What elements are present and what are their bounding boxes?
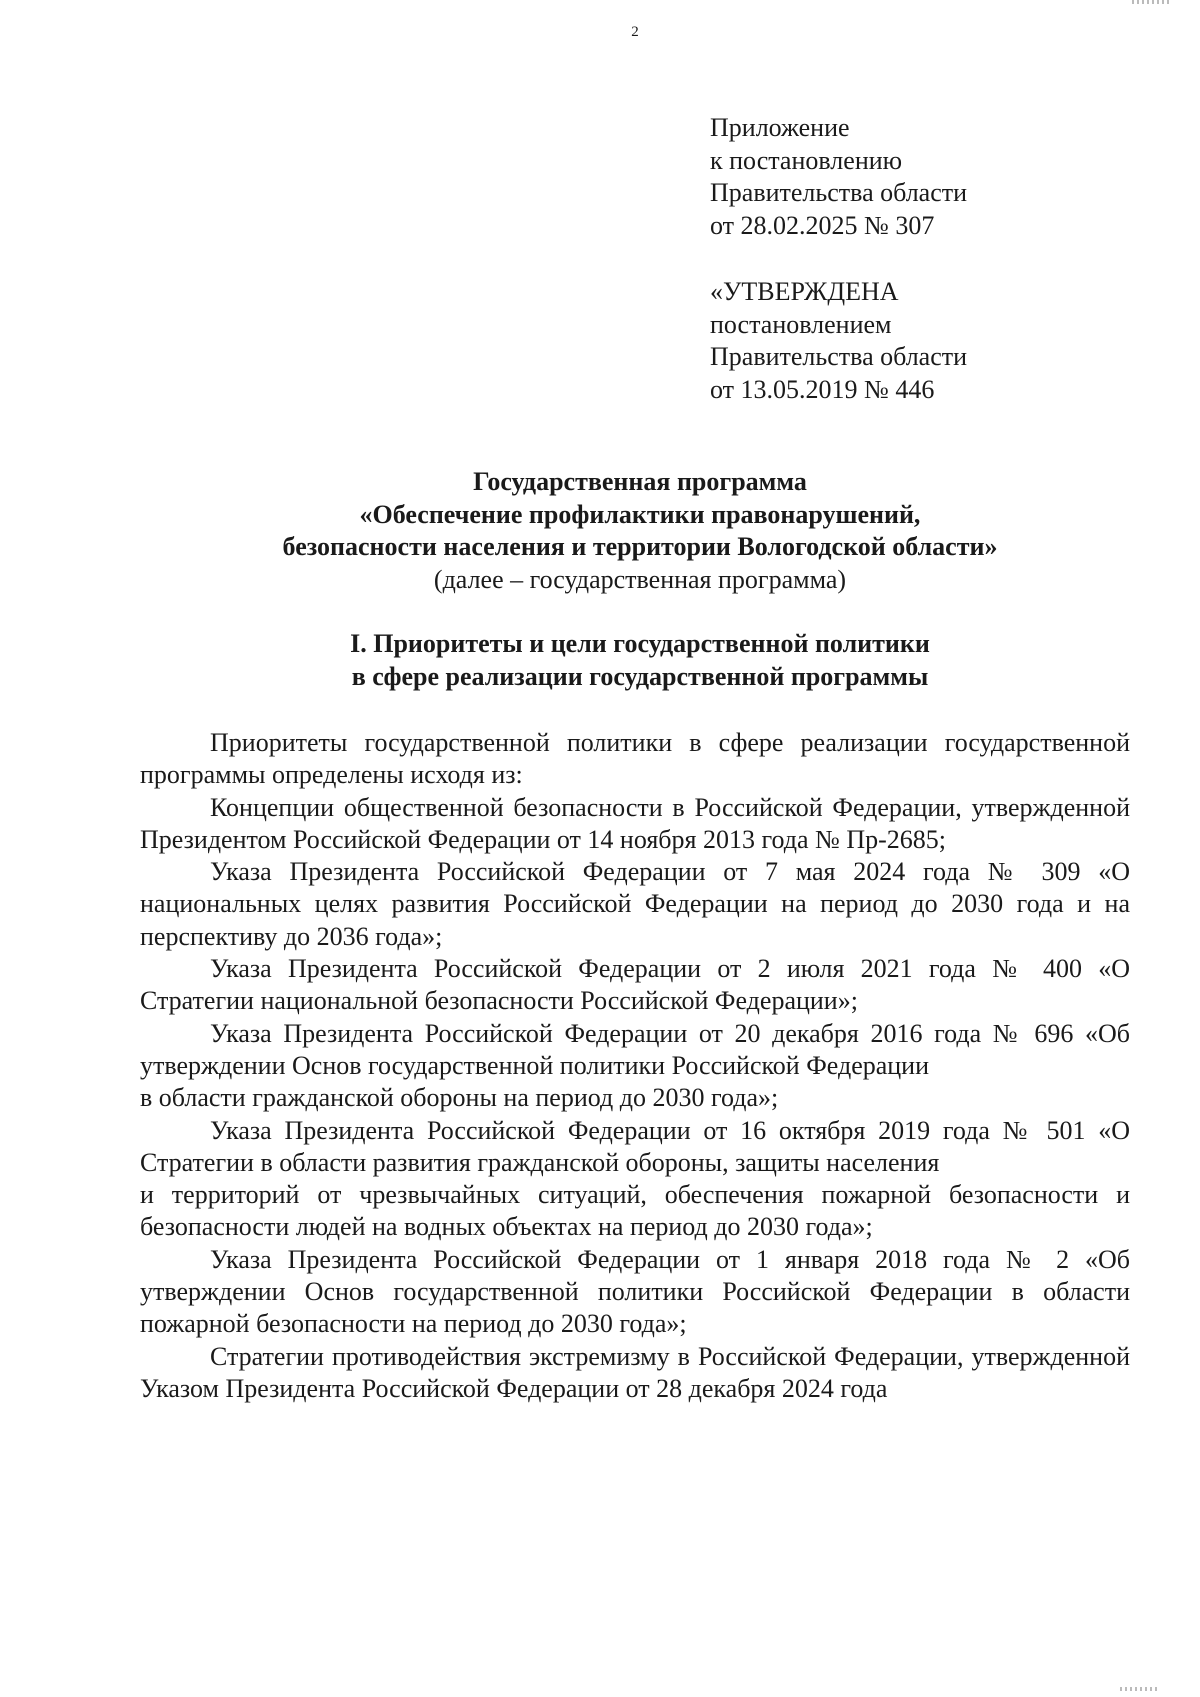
paragraph: Указа Президента Российской Федерации от 20 декабря 2016 года № 696 «Об утверждении Основ государственной политики Российской Федерации: [140, 1018, 1130, 1080]
paragraph: Указа Президента Российской Федерации от 1 января 2018 года № 2 «Об утверждении Основ государственной политики Российской Федерации в области пожарной безопасности на период до 2030 года»;: [140, 1244, 1130, 1339]
paragraph: в области гражданской обороны на период до 2030 года»;: [140, 1083, 779, 1113]
paragraph: Приоритеты государственной политики в сфере реализации государственной программы определены исходя из:: [140, 728, 1130, 790]
paragraph: и территорий от чрезвычайных ситуаций, обеспечения пожарной безопасности и безопасности людей на водных объектах на период до 2030 года»;: [140, 1180, 1130, 1242]
program-title-subtitle: (далее – государственная программа): [433, 564, 847, 594]
section-heading-line: в сфере реализации государственной программы: [351, 661, 929, 691]
approved-line: Правительства области: [710, 342, 968, 371]
approved-line: от 13.05.2019 № 446: [710, 374, 935, 404]
section-heading: [140, 628, 1140, 693]
body-text: [140, 727, 1130, 1405]
page-number: 2: [631, 24, 639, 40]
approved-line: «УТВЕРЖДЕНА: [710, 277, 899, 306]
appendix-line: Правительства области: [710, 178, 968, 207]
paragraph: Указа Президента Российской Федерации от 2 июля 2021 года № 400 «О Стратегии национальной безопасности Российской Федерации»;: [140, 954, 1130, 1016]
paragraph: Концепции общественной безопасности в Российской Федерации, утвержденной Президентом Российской Федерации от 14 ноября 2013 года № Пр-2685;: [140, 792, 1130, 854]
section-heading-line: I. Приоритеты и цели государственной политики: [350, 629, 930, 658]
paragraph: Указа Президента Российской Федерации от 16 октября 2019 года № 501 «О Стратегии в области развития гражданской обороны, защиты населения: [140, 1115, 1130, 1177]
paragraph: Стратегии противодействия экстремизму в Российской Федерации, утвержденной Указом Президента Российской Федерации от 28 декабря 2024 года: [140, 1341, 1130, 1403]
appendix-line: Приложение: [710, 113, 850, 142]
program-title-line: безопасности населения и территории Вологодской области»: [282, 532, 998, 561]
paragraph: Указа Президента Российской Федерации от 7 мая 2024 года № 309 «О национальных целях развития Российской Федерации на период до 2030 года и на перспективу до 2036 года»;: [140, 857, 1130, 951]
appendix-line: от 28.02.2025 № 307: [710, 210, 935, 240]
scan-mark-bottom: [1120, 1687, 1160, 1691]
program-title-line: «Обеспечение профилактики правонарушений,: [359, 499, 921, 529]
program-title-line: Государственная программа: [473, 467, 807, 496]
appendix-line: к постановлению: [710, 145, 903, 175]
scan-mark-top: [1132, 0, 1172, 4]
approved-line: постановлением: [710, 309, 892, 339]
appendix-block: [710, 112, 967, 242]
approved-block: [710, 276, 967, 406]
program-title: [140, 466, 1140, 596]
